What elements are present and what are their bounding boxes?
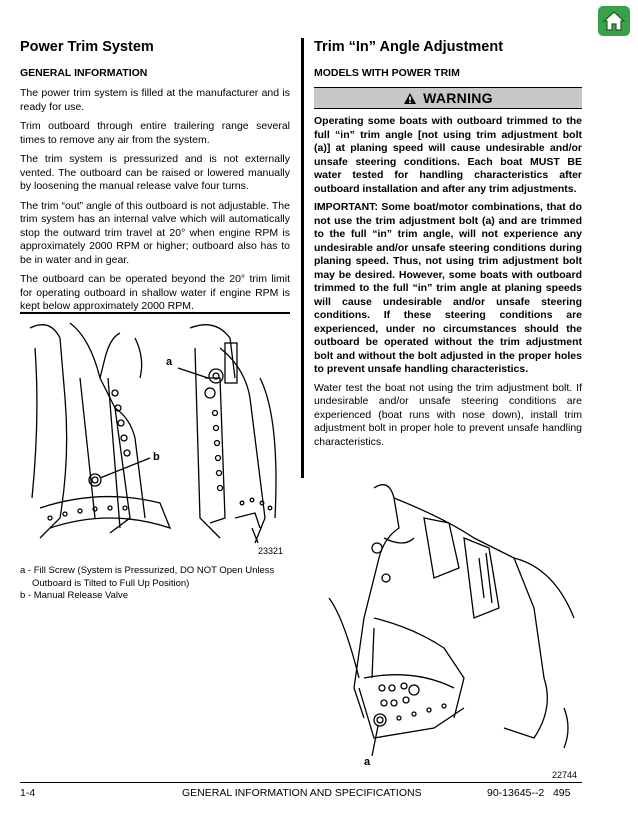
warning-label: WARNING <box>423 90 493 106</box>
footer-section: GENERAL INFORMATION AND SPECIFICATIONS <box>182 787 422 799</box>
left-subtitle: GENERAL INFORMATION <box>20 67 148 79</box>
column-divider <box>301 38 304 478</box>
figure-caption <box>20 565 295 603</box>
figure-label-a: a <box>166 356 173 368</box>
important-text: IMPORTANT: Some boat/motor combinations, that do not use the trim adjustment bolt (a) and are trimmed to the full “in” trim angle, will not experience any undesirable and/or unsafe steering conditions during planing speed. Thus, not using trim adjustment bolt may be desired. However, some boats with outboard trimmed to the full “in” trim angle at planing speeds will cause undesirable and/or unsafe steering conditions. If these steering conditions are experienced, under no circumstances should the outboard be operated without the trim adjustment bolt and without the bolt adjusted in the proper holes to prevent unsafe handling characteristics. <box>314 201 582 375</box>
left-column <box>20 38 290 320</box>
right-section-title: Trim “In” Angle Adjustment <box>314 39 504 55</box>
left-figure-rule <box>20 312 290 314</box>
trim-system-illustration <box>20 318 290 558</box>
left-section-title: Power Trim System <box>20 39 154 55</box>
left-paragraph: The trim system is pressurized and is not externally vented. The outboard can be raised or lowered manually by loosening the manual release valve four turns. <box>20 153 290 192</box>
water-test-text: Water test the boat not using the trim adjustment bolt. If undesirable and/or unsafe steering conditions are experienced (boat runs with nose down), install trim adjustment bolt in proper hole to prevent unsafe handling characteristics. <box>314 381 582 448</box>
footer-doc-number: 90-13645--2 495 <box>487 787 571 799</box>
right-subtitle: MODELS WITH POWER TRIM <box>314 67 460 79</box>
figure-number: 22744 <box>552 770 578 780</box>
figure-number: 23321 <box>258 546 284 556</box>
figure-label-b: b <box>153 451 160 463</box>
page-number: 1-4 <box>20 787 36 799</box>
caption-line: Outboard is Tilted to Full Up Position) <box>32 577 190 589</box>
figure-label-a: a <box>364 756 371 768</box>
left-paragraph: Trim outboard through entire trailering range several times to remove any air from the system. <box>20 120 290 146</box>
left-paragraph: The outboard can be operated beyond the 20° trim limit for operating outboard in shallow water if engine RPM is kept below approximately 2000 RPM. <box>20 273 290 312</box>
left-paragraph: The power trim system is filled at the manufacturer and is ready for use. <box>20 87 290 113</box>
left-paragraph: The trim “out” angle of this outboard is not adjustable. The trim system has an internal valve which will automatically stop the outward trim travel at 20° when engine RPM is approximately 2000 RPM or higher; outboard also has to be in water and in gear. <box>20 199 290 266</box>
home-button[interactable] <box>598 6 630 36</box>
caption-line: b - Manual Release Valve <box>20 590 129 601</box>
footer-rule <box>20 782 582 783</box>
right-column <box>314 38 582 455</box>
warning-banner <box>314 87 582 109</box>
right-figure <box>314 478 582 778</box>
trim-adjustment-illustration <box>314 478 582 778</box>
warning-triangle-icon <box>403 92 417 105</box>
warning-text: Operating some boats with outboard trimmed to the full “in” trim angle [not using trim adjustment bolt (a)] at planing speed will cause undesirable and/or unsafe steering conditions. Each boat MUST BE water tested for handling characteristics after outboard installation and after any trim adjustments. <box>314 115 582 195</box>
home-icon <box>602 10 626 32</box>
caption-line: a - Fill Screw (System is Pressurized, DO NOT Open Unless <box>20 565 275 576</box>
left-figure <box>20 318 290 558</box>
